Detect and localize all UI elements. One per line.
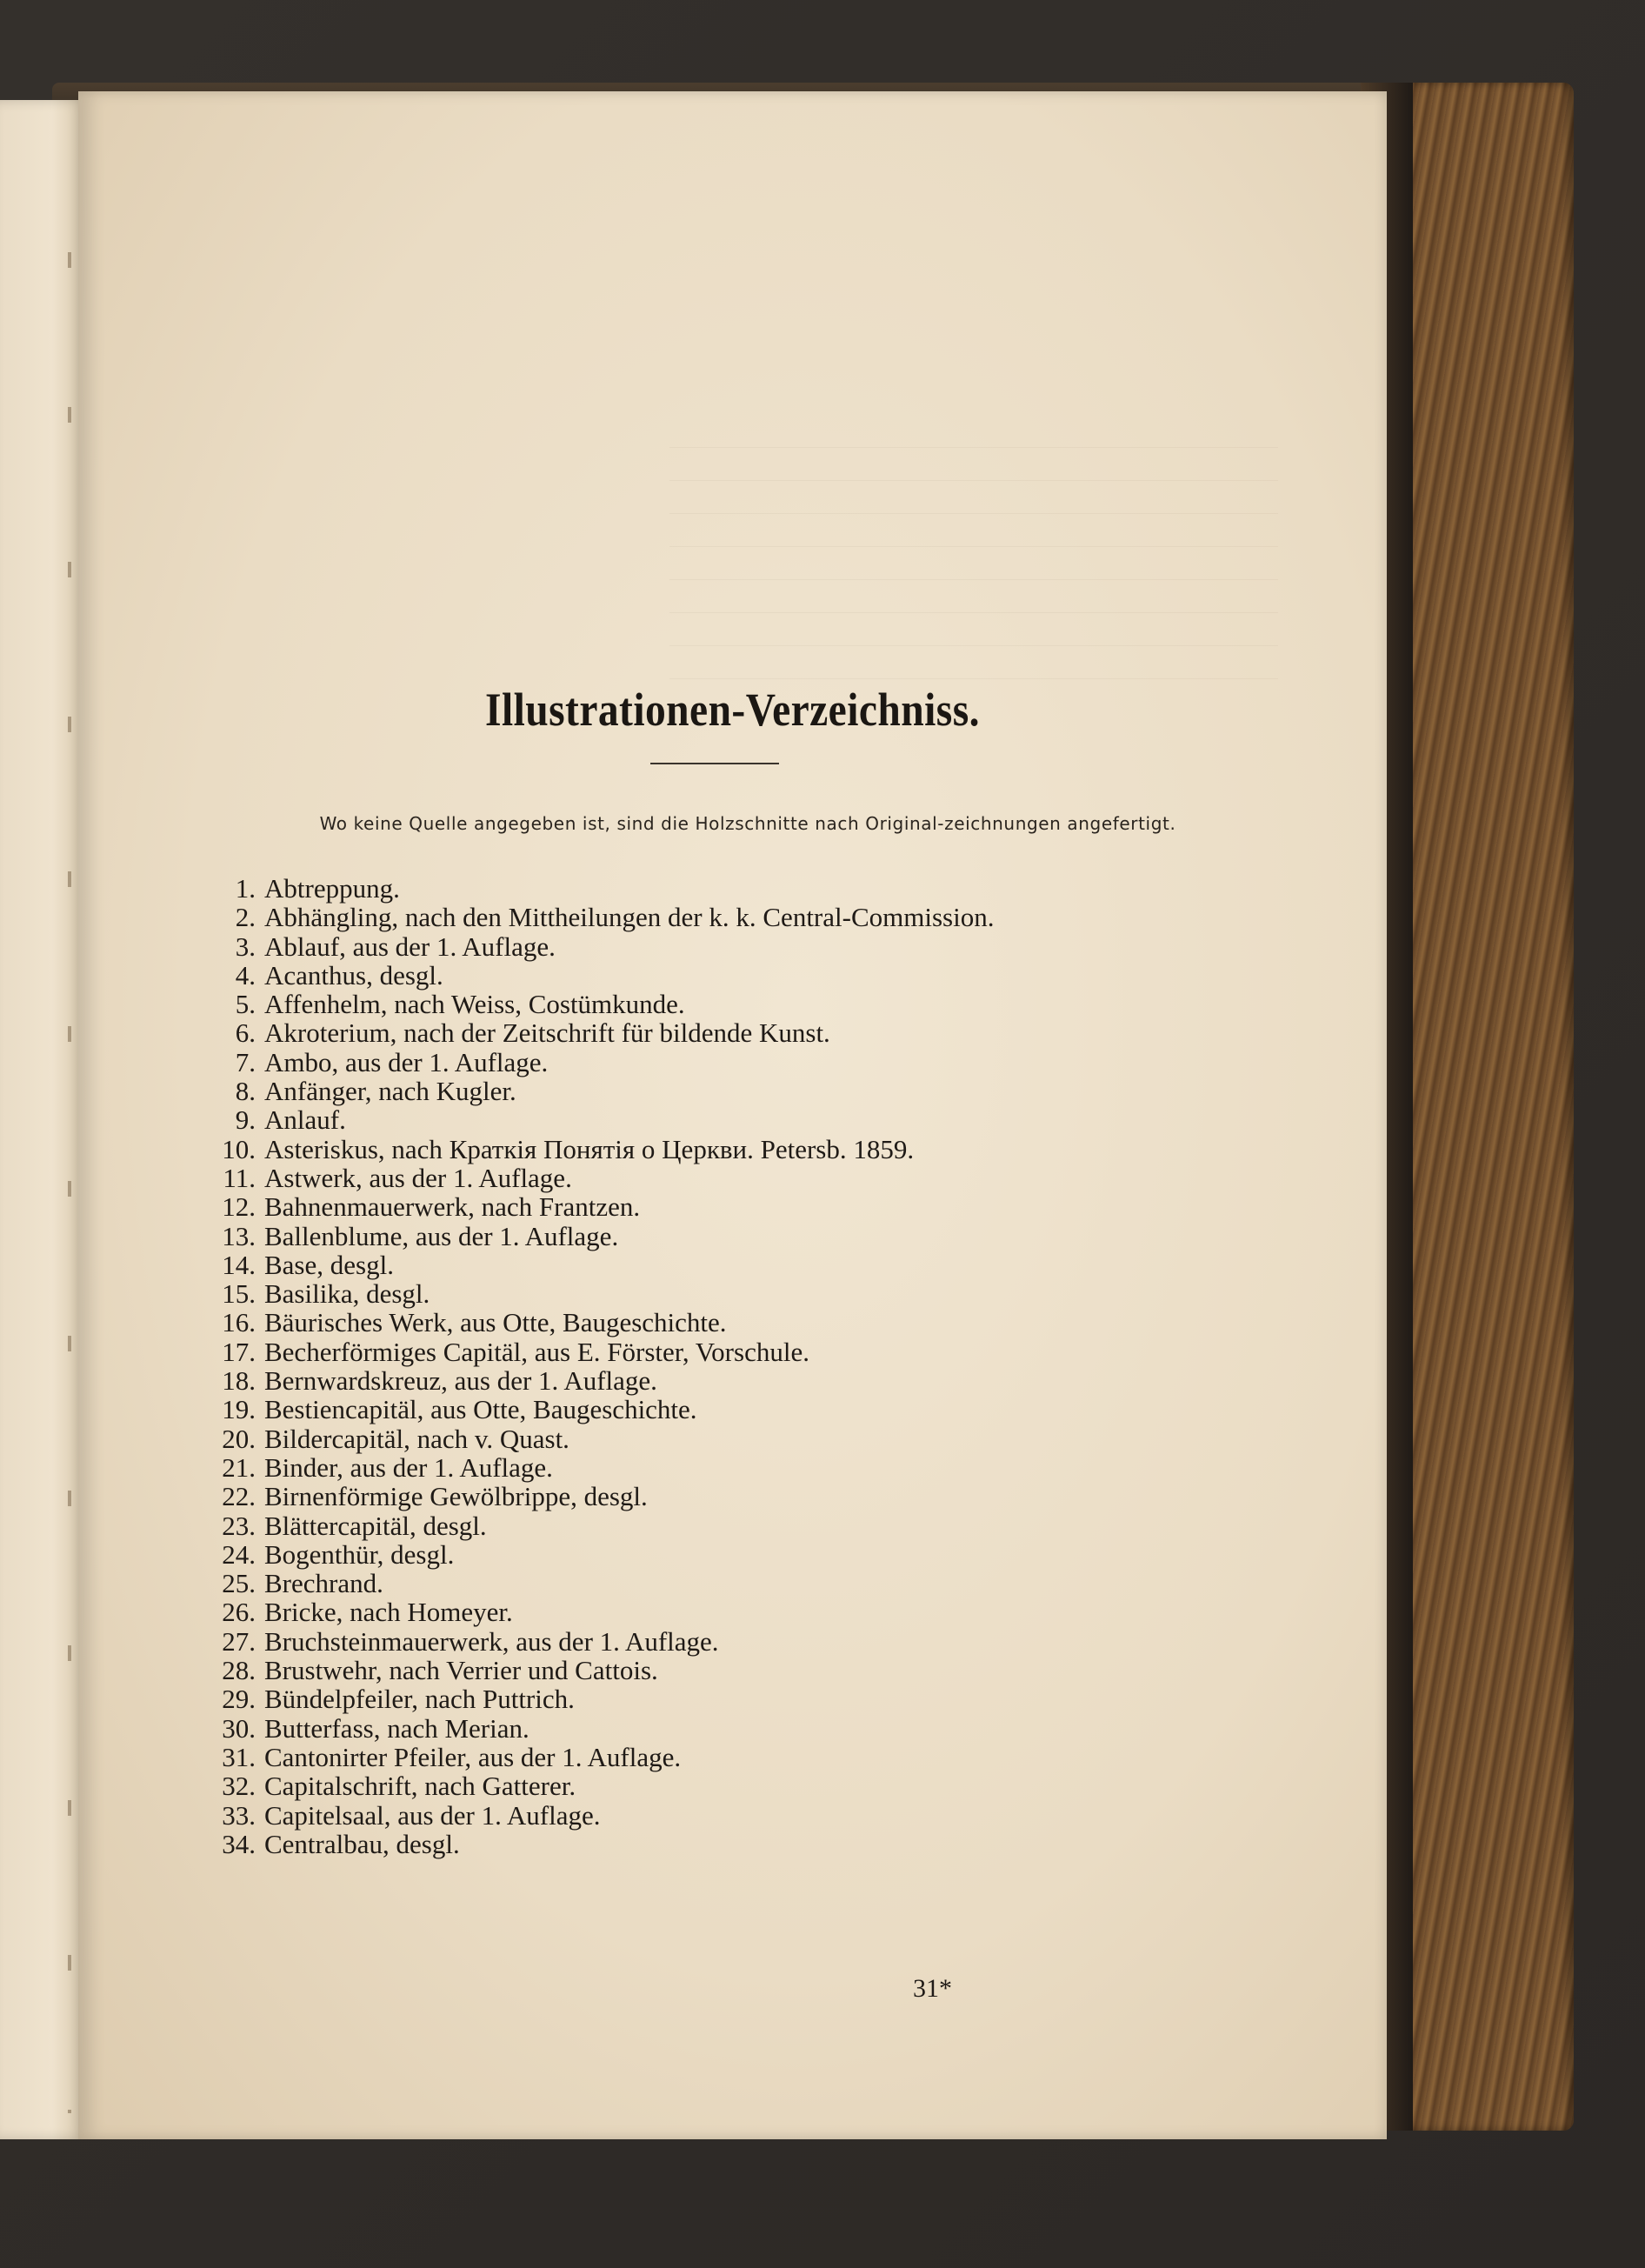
- entry-number: 23.: [222, 1510, 256, 1541]
- entry-number: 9.: [235, 1104, 256, 1136]
- entry-text: Butterfass, nach Merian.: [264, 1712, 529, 1744]
- entry-number: 19.: [222, 1394, 256, 1425]
- list-item: [200, 1135, 1287, 1164]
- entry-text: Asteriskus, nach Краткія Понятія о Церкви. Petersb. 1859.: [264, 1133, 915, 1164]
- entry-text: Ambo, aus der 1. Auflage.: [264, 1046, 549, 1077]
- entry-text: Ballenblume, aus der 1. Auflage.: [264, 1220, 619, 1251]
- entry-number: 16.: [222, 1307, 256, 1338]
- list-item: [200, 1656, 1287, 1684]
- entry-text: Anfänger, nach Kugler.: [264, 1076, 516, 1107]
- entry-number: 27.: [222, 1625, 256, 1657]
- entry-text: Bruchsteinmauerwerk, aus der 1. Auflage.: [264, 1625, 719, 1657]
- entry-text: Abtreppung.: [264, 873, 400, 904]
- entry-number: 29.: [222, 1684, 256, 1715]
- entry-text: Birnenförmige Gewölbrippe, desgl.: [264, 1481, 648, 1512]
- entry-number: 11.: [223, 1162, 256, 1193]
- entry-number: 26.: [222, 1597, 256, 1628]
- entry-number: 7.: [235, 1046, 256, 1077]
- entry-text: Anlauf.: [264, 1104, 346, 1136]
- entry-text: Bahnenmauerwerk, nach Frantzen.: [264, 1191, 641, 1223]
- entry-number: 15.: [222, 1278, 256, 1310]
- entry-text: Bäurisches Werk, aus Otte, Baugeschichte.: [264, 1307, 727, 1338]
- entry-text: Bernwardskreuz, aus der 1. Auflage.: [264, 1365, 657, 1397]
- entry-number: 25.: [222, 1568, 256, 1599]
- entry-number: 22.: [222, 1481, 256, 1512]
- entry-number: 4.: [235, 959, 256, 991]
- list-item: [200, 1830, 1287, 1858]
- list-item: [200, 1801, 1287, 1830]
- list-item: [200, 1424, 1287, 1453]
- entry-number: 31.: [222, 1741, 256, 1772]
- entry-number: 20.: [222, 1423, 256, 1454]
- list-item: [200, 1569, 1287, 1598]
- entry-text: Bündelpfeiler, nach Puttrich.: [264, 1684, 575, 1715]
- list-item: [200, 1714, 1287, 1743]
- list-item: [200, 1511, 1287, 1540]
- list-item: [200, 1540, 1287, 1569]
- page-title: Illustrationen-Verzeichniss.: [485, 684, 980, 736]
- list-item: [200, 1598, 1287, 1626]
- entry-number: 18.: [222, 1365, 256, 1397]
- entry-text: Capitelsaal, aus der 1. Auflage.: [264, 1799, 601, 1831]
- entry-number: 12.: [222, 1191, 256, 1223]
- list-item: [200, 1337, 1287, 1366]
- entry-number: 13.: [222, 1220, 256, 1251]
- list-item: [200, 1018, 1287, 1047]
- list-item: [200, 1222, 1287, 1251]
- entry-text: Base, desgl.: [264, 1249, 394, 1280]
- list-item: [200, 1192, 1287, 1221]
- source-note: Wo keine Quelle angegeben ist, sind die Holzschnitte nach Original-zeichnungen angefertigt.: [319, 813, 1176, 834]
- entry-number: 30.: [222, 1712, 256, 1744]
- list-item: [200, 932, 1287, 961]
- entry-text: Cantonirter Pfeiler, aus der 1. Auflage.: [264, 1741, 682, 1772]
- list-item: [200, 1627, 1287, 1656]
- entry-number: 32.: [222, 1771, 256, 1802]
- list-item: [200, 1771, 1287, 1800]
- entry-number: 10.: [222, 1133, 256, 1164]
- list-item: [200, 1048, 1287, 1077]
- entry-text: Bestiencapitäl, aus Otte, Baugeschichte.: [264, 1394, 697, 1425]
- entry-number: 14.: [222, 1249, 256, 1280]
- entry-text: Akroterium, nach der Zeitschrift für bildende Kunst.: [264, 1017, 830, 1049]
- list-item: [200, 1366, 1287, 1395]
- entry-number: 24.: [222, 1538, 256, 1570]
- list-item: [200, 1164, 1287, 1192]
- entry-number: 6.: [235, 1017, 256, 1049]
- list-item: [200, 874, 1287, 903]
- list-item: [200, 1743, 1287, 1771]
- entry-number: 33.: [222, 1799, 256, 1831]
- list-item: [200, 961, 1287, 990]
- entry-number: 8.: [235, 1076, 256, 1107]
- entry-text: Basilika, desgl.: [264, 1278, 430, 1310]
- entry-number: 3.: [235, 931, 256, 962]
- list-item: [200, 1453, 1287, 1482]
- entry-text: Capitalschrift, nach Gatterer.: [264, 1771, 576, 1802]
- entry-number: 34.: [222, 1828, 256, 1859]
- book-page: [78, 91, 1387, 2139]
- list-item: [200, 1077, 1287, 1105]
- binding-thread: [68, 113, 71, 2113]
- entry-text: Bildercapitäl, nach v. Quast.: [264, 1423, 569, 1454]
- title-rule: [650, 763, 779, 764]
- entry-text: Brechrand.: [264, 1568, 383, 1599]
- entry-number: 17.: [222, 1336, 256, 1367]
- entry-number: 28.: [222, 1655, 256, 1686]
- entry-text: Ablauf, aus der 1. Auflage.: [264, 931, 556, 962]
- entry-text: Centralbau, desgl.: [264, 1828, 460, 1859]
- entry-number: 21.: [222, 1451, 256, 1483]
- entry-text: Acanthus, desgl.: [264, 959, 443, 991]
- list-item: [200, 1105, 1287, 1134]
- entry-number: 2.: [235, 902, 256, 933]
- page-content: [78, 91, 1387, 2139]
- list-item: [200, 1482, 1287, 1511]
- list-item: [200, 990, 1287, 1018]
- entry-text: Binder, aus der 1. Auflage.: [264, 1451, 553, 1483]
- list-item: [200, 903, 1287, 931]
- list-item: [200, 1395, 1287, 1424]
- facing-page-left: [0, 100, 87, 2139]
- page-number: 31*: [913, 1974, 952, 2003]
- entry-text: Brustwehr, nach Verrier und Cattois.: [264, 1655, 658, 1686]
- list-item: [200, 1308, 1287, 1337]
- list-item: [200, 1279, 1287, 1308]
- list-item: [200, 1684, 1287, 1713]
- entry-number: 5.: [235, 989, 256, 1020]
- entry-text: Bogenthür, desgl.: [264, 1538, 455, 1570]
- illustration-list: [200, 874, 1287, 1858]
- entry-text: Astwerk, aus der 1. Auflage.: [264, 1162, 572, 1193]
- entry-text: Becherförmiges Capitäl, aus E. Förster, Vorschule.: [264, 1336, 809, 1367]
- list-item: [200, 1251, 1287, 1279]
- entry-text: Bricke, nach Homeyer.: [264, 1597, 513, 1628]
- entry-text: Affenhelm, nach Weiss, Costümkunde.: [264, 989, 685, 1020]
- entry-text: Blättercapitäl, desgl.: [264, 1510, 487, 1541]
- entry-text: Abhängling, nach den Mittheilungen der k. k. Central-Commission.: [264, 902, 995, 933]
- entry-number: 1.: [235, 873, 256, 904]
